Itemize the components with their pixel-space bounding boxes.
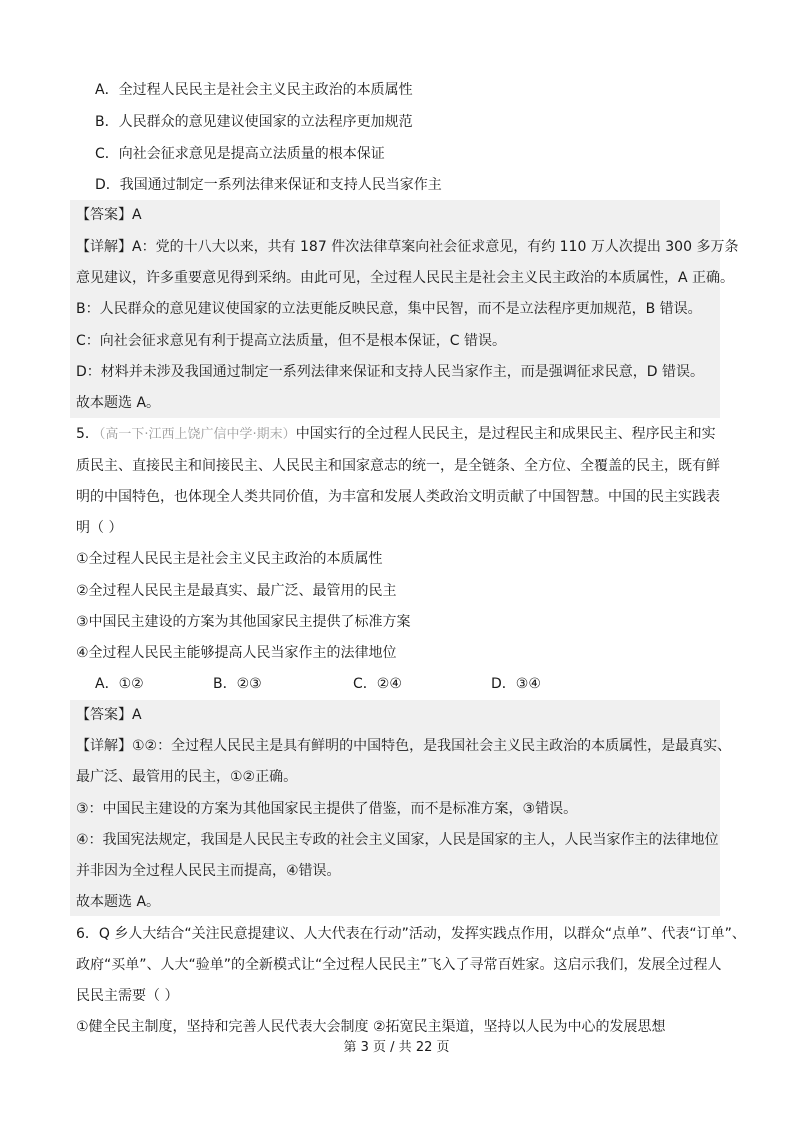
q5-choices [95, 674, 695, 694]
q5-detail-line: ③：中国民主建设的方案为其他国家民主提供了借鉴，而不是标准方案，③错误。 [76, 801, 578, 817]
q5-stem-line: 明（ ） [76, 520, 123, 536]
q4-detail-line: D：材料并未涉及我国通过制定一系列法律来保证和支持人民当家作主，而是强调征求民意，D 错误。 [76, 364, 705, 380]
q4-detail-line: B：人民群众的意见建议使国家的立法更能反映民意，集中民智，而不是立法程序更加规范，B 错误。 [76, 301, 702, 317]
q4-option-a: A．全过程人民民主是社会主义民主政治的本质属性 [95, 82, 413, 98]
q5-choice-c: C．②④ [353, 676, 402, 692]
q5-statement-4: ④全过程人民民主能够提高人民当家作主的法律地位 [76, 645, 397, 661]
q5-statement-3: ③中国民主建设的方案为其他国家民主提供了标准方案 [76, 614, 411, 630]
q5-stem-line: 质民主、直接民主和间接民主、人民民主和国家意志的统一，是全链条、全方位、全覆盖的民主，既有鲜 [76, 458, 720, 474]
q4-detail-line: C：向社会征求意见有利于提高立法质量，但不是根本保证，C 错误。 [76, 333, 506, 349]
q5-choice-b: B．②③ [213, 676, 262, 692]
q5-detail-line: 最广泛、最管用的民主，①②正确。 [76, 769, 298, 785]
q4-answer: 【答案】A [76, 207, 142, 223]
q5-detail-line: ④：我国宪法规定，我国是人民民主专政的社会主义国家，人民是国家的主人，人民当家作主的法律地位 [76, 832, 719, 848]
q5-detail-line: 【详解】①②：全过程人民民主是具有鲜明的中国特色，是我国社会主义民主政治的本质属性，是最真实、 [76, 738, 732, 754]
q5-detail-line: 并非因为全过程人民民主而提高，④错误。 [76, 863, 341, 879]
q4-option-c: C．向社会征求意见是提高立法质量的根本保证 [95, 146, 385, 162]
q5-stem-first-line [76, 424, 736, 445]
q6-statements-line: ①健全民主制度，坚持和完善人民代表大会制度 ②拓宽民主渠道，坚持以人民为中心的发展思想 [76, 1019, 666, 1035]
q4-option-b: B．人民群众的意见建议使国家的立法程序更加规范 [95, 114, 413, 130]
q5-statement-2: ②全过程人民民主是最真实、最广泛、最管用的民主 [76, 583, 397, 599]
q5-statement-1: ①全过程人民民主是社会主义民主政治的本质属性 [76, 551, 383, 567]
q4-detail-line: 意见建议，许多重要意见得到采纳。由此可见，全过程人民民主是社会主义民主政治的本质属性，A 正确。 [76, 270, 735, 286]
q4-conclusion: 故本题选 A。 [76, 395, 161, 411]
q5-answer: 【答案】A [76, 707, 142, 723]
q5-source: （高一下·江西上饶广信中学·期末） [98, 427, 296, 442]
q5-choice-d: D．③④ [491, 676, 541, 692]
q4-detail-line: 【详解】A：党的十八大以来，共有 187 件次法律草案向社会征求意见，有约 110 万人次提出 300 多万条 [76, 239, 739, 255]
q6-stem-line: 6．Q 乡人大结合“关注民意提建议、人大代表在行动”活动，发挥实践点作用，以群众“点单”、代表“订单”、 [76, 926, 746, 942]
q5-stem-text: 中国实行的全过程人民民主，是过程民主和成果民主、程序民主和实 [295, 426, 716, 442]
q5-choice-a: A．①② [95, 676, 144, 692]
page-number-footer: 第 3 页 / 共 22 页 [343, 1040, 450, 1055]
q6-stem-line: 政府“买单”、人大“验单”的全新模式让“全过程人民民主”飞入了寻常百姓家。这启示我们，发展全过程人 [76, 957, 722, 973]
q5-stem-line: 明的中国特色，也体现全人类共同价值，为丰富和发展人类政治文明贡献了中国智慧。中国的民主实践表 [76, 489, 720, 505]
q5-number: 5． [76, 426, 99, 442]
q4-option-d: D．我国通过制定一系列法律来保证和支持人民当家作主 [95, 177, 442, 193]
q6-stem-line: 民民主需要（ ） [76, 988, 179, 1004]
q5-conclusion: 故本题选 A。 [76, 894, 161, 910]
